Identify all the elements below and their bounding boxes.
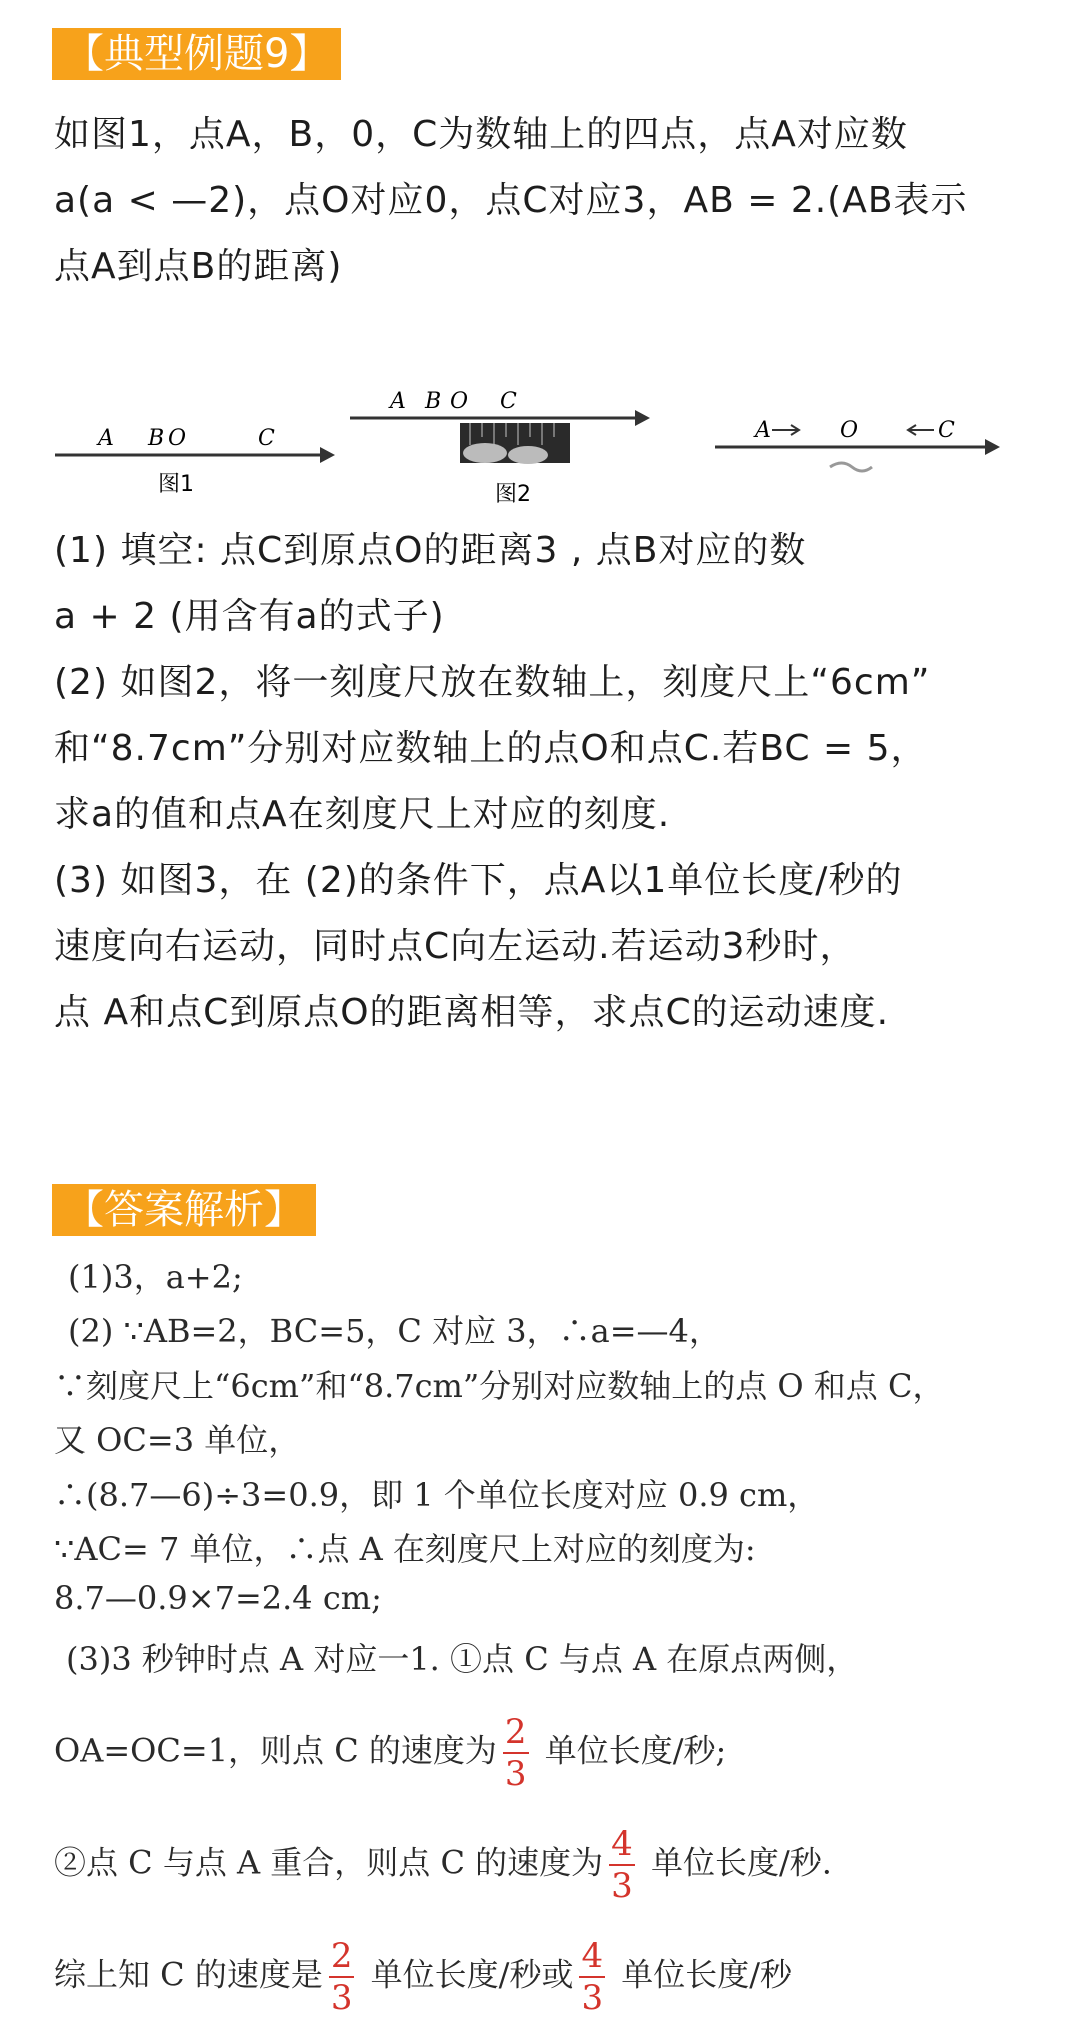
question-line: a + 2 (用含有a的式子) [54,596,445,637]
answer-text: OA=OC=1，则点 C 的速度为 [54,1731,497,1770]
fraction-two-thirds [329,1936,355,2018]
fig1-caption: 图1 [158,472,194,497]
answer-line: ∵刻度尺上“6cm”和“8.7cm”分别对应数轴上的点 O 和点 C， [54,1367,945,1405]
fig2-point-a: A [390,389,406,414]
answer-line: 8.7—0.9×7=2.4 cm; [54,1579,382,1617]
answer-line: (2) ∵AB=2，BC=5，C 对应 3，∴a=—4， [68,1312,721,1350]
answer-line-summary [54,1936,1044,2018]
figure-3 [715,418,1000,471]
problem-statement [54,102,1044,300]
problem-line: 如图1，点A，B，0，C为数轴上的四点，点A对应数 [54,114,908,155]
fig2-point-b: B [425,389,442,414]
question-line: 速度向右运动，同时点C向左运动.若运动3秒时， [54,926,857,967]
answer-line: ∴(8.7—6)÷3=0.9，即 1 个单位长度对应 0.9 cm， [54,1476,820,1514]
question-line: (2) 如图2，将一刻度尺放在数轴上，刻度尺上“6cm” [54,662,931,703]
fig3-point-o: O [840,418,859,443]
fraction-two-thirds [503,1712,529,1794]
fraction-four-thirds [609,1824,635,1906]
fraction-denominator: 3 [581,1978,604,2018]
question-2 [54,650,1044,848]
fig1-point-o: O [168,426,187,451]
question-line: 求a的值和点A在刻度尺上对应的刻度. [54,794,671,835]
question-line: 点 A和点C到原点O的距离相等，求点C的运动速度. [54,992,890,1033]
problem-line: 点A到点B的距离) [54,246,343,287]
fraction-four-thirds [579,1936,605,2018]
question-3 [54,848,1044,1046]
answer-line-case-1 [54,1712,1044,1794]
fig3-point-c: C [938,418,955,443]
number-line-figures [50,375,1040,505]
fig2-point-o: O [450,389,469,414]
answer-text: 单位长度/秒 [611,1955,793,1994]
fraction-denominator: 3 [611,1866,633,1906]
arrow-head-icon [320,447,335,463]
arrow-head-icon [635,410,650,426]
fig3-point-a: A [755,418,771,443]
answer-text: 单位长度/秒; [534,1731,727,1770]
fig1-point-c: C [258,426,275,451]
answer-text: 单位长度/秒. [640,1843,832,1882]
fig1-point-a: A [98,426,114,451]
fig2-point-c: C [500,389,517,414]
answer-line: (3)3 秒钟时点 A 对应一1. ①点 C 与点 A 在原点两侧， [66,1640,859,1678]
example-heading-tag: 【典型例题9】 [52,28,341,80]
answer-line: (1)3，a+2; [68,1258,243,1296]
arrow-head-icon [985,439,1000,455]
fig1-point-b: B [148,426,165,451]
question-line: (3) 如图3，在 (2)的条件下，点A以1单位长度/秒的 [54,860,903,901]
fraction-numerator: 2 [330,1936,353,1976]
answer-text: ②点 C 与点 A 重合，则点 C 的速度为 [54,1843,604,1882]
answer-line-case-2 [54,1824,1044,1906]
fraction-numerator: 4 [611,1824,633,1864]
answer-heading-tag: 【答案解析】 [52,1184,316,1236]
fraction-numerator: 4 [581,1936,604,1976]
question-1 [54,518,1044,650]
figure-1 [55,426,335,497]
fraction-denominator: 3 [330,1978,353,2018]
question-line: (1) 填空: 点C到原点O的距离3 , 点B对应的数 [54,530,807,571]
answer-text: 综上知 C 的速度是 [54,1955,323,1994]
figure-2 [350,389,650,505]
fig2-caption: 图2 [495,482,531,505]
question-line: 和“8.7cm”分别对应数轴上的点O和点C.若BC = 5， [54,728,928,769]
answer-text: 单位长度/秒或 [360,1955,574,1994]
answer-line: ∵AC= 7 单位，∴点 A 在刻度尺上对应的刻度为: [54,1530,756,1568]
answer-line: 又 OC=3 单位， [54,1421,301,1459]
fraction-numerator: 2 [504,1712,527,1752]
fraction-denominator: 3 [504,1754,527,1794]
problem-line: a(a < —2)，点O对应0，点C对应3，AB = 2.(AB表示 [54,180,968,221]
